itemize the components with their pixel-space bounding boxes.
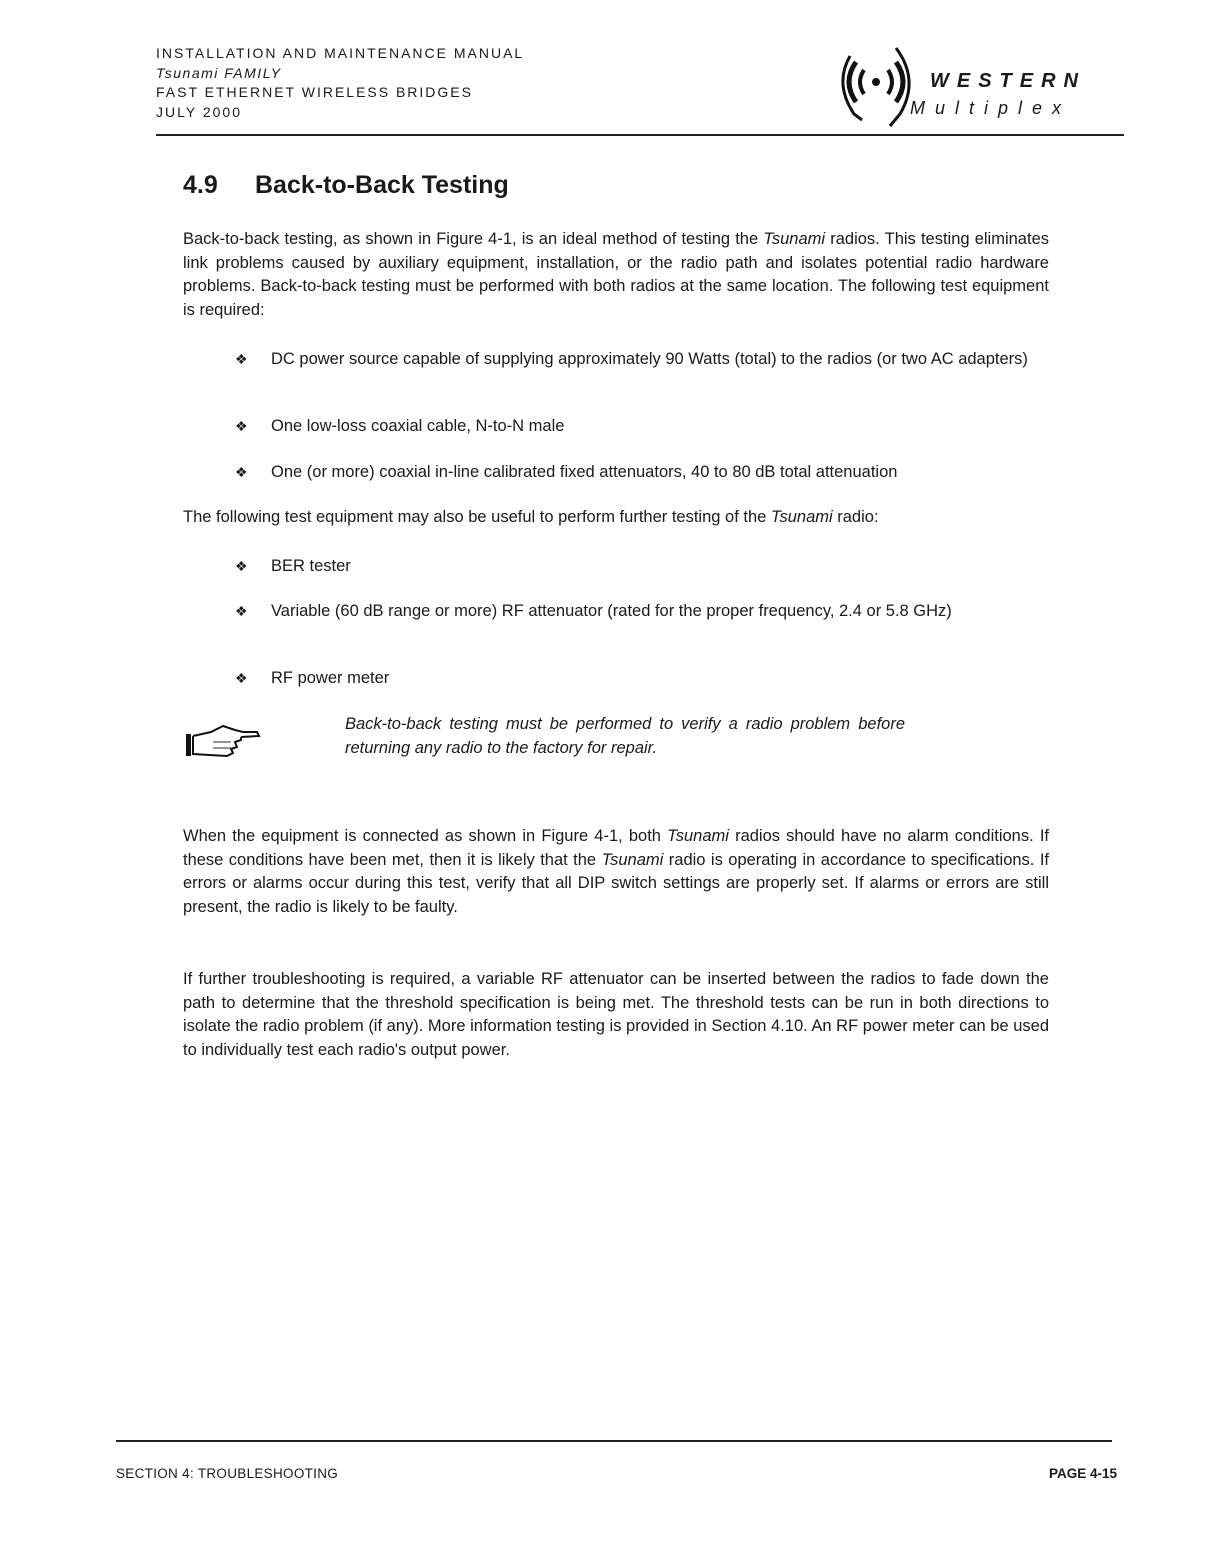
optional-intro-text-1: The following test equipment may also be useful to perform further testing of the: [183, 508, 771, 526]
results-text-2: radios should have no alarm conditions. If these conditions have been met, then it is likely that the: [183, 827, 1050, 869]
troubleshooting-text: If further troubleshooting is required, a variable RF attenuator can be inserted between the radios to fade down the path to determine that the threshold specification is being met. The threshold tests can be run in both directions to isolate the radio problem (if any). More information testing is provided in Section 4.10. An RF power meter can be used to individually test each radio's output power.: [183, 970, 1049, 1059]
section-heading: [183, 171, 509, 200]
intro-text-1: Back-to-back testing, as shown in Figure 4-1, is an ideal method of testing the: [183, 230, 764, 248]
results-product-name-2: Tsunami: [601, 850, 664, 869]
list-item-text: RF power meter: [271, 669, 390, 687]
list-item-text: Variable (60 dB range or more) RF attenuator (rated for the proper frequency, 2.4 or 5.8 GHz): [271, 602, 952, 620]
results-paragraph: [183, 825, 1049, 919]
document-header: [156, 44, 524, 122]
optional-intro-paragraph: [183, 506, 1049, 530]
bullet-diamond-icon: ❖: [235, 670, 248, 686]
results-text-3: radio is operating in accordance to specifications. If errors or alarms occur during this test, verify that all DIP switch settings are properly set. If alarms or errors are still present, the radio is likely to be faulty.: [183, 850, 1050, 916]
list-item: [235, 555, 1049, 579]
footer-divider: [116, 1440, 1112, 1442]
section-title: Back-to-Back Testing: [255, 171, 509, 199]
list-item-text: DC power source capable of supplying approximately 90 Watts (total) to the radios (or two AC adapters): [271, 350, 1028, 368]
list-item-text: One low-loss coaxial cable, N-to-N male: [271, 417, 565, 435]
header-product: FAST ETHERNET WIRELESS BRIDGES: [156, 84, 473, 100]
footer-page-number: PAGE 4-15: [1048, 1466, 1117, 1481]
header-manual-title: INSTALLATION AND MAINTENANCE MANUAL: [156, 45, 525, 61]
footer-section-label: SECTION 4: TROUBLESHOOTING: [116, 1466, 339, 1481]
list-item-text: One (or more) coaxial in-line calibrated fixed attenuators, 40 to 80 dB total attenuation: [271, 463, 898, 481]
list-item: [235, 415, 1049, 439]
bullet-diamond-icon: ❖: [235, 351, 248, 367]
radio-wave-logo-icon: [840, 44, 920, 128]
header-date: JULY 2000: [156, 103, 242, 120]
bullet-diamond-icon: ❖: [235, 464, 248, 480]
bullet-diamond-icon: ❖: [235, 558, 248, 574]
header-divider: [156, 134, 1124, 136]
list-item: [235, 348, 1049, 372]
bullet-diamond-icon: ❖: [235, 418, 248, 434]
list-item: [235, 600, 1049, 624]
list-item: [235, 667, 1049, 691]
header-family: Tsunami FAMILY: [156, 64, 282, 81]
bullet-diamond-icon: ❖: [235, 603, 248, 619]
results-product-name-1: Tsunami: [667, 827, 729, 845]
intro-paragraph: [183, 228, 1049, 322]
logo-multiplex-text: Multiplex: [910, 98, 1072, 118]
intro-text-2: radios. This testing eliminates link problems caused by auxiliary equipment, installation, or the radio path and isolates potential radio hardware problems. Back-to-back testing must be performed with both radios at the same location. The following test equipment is required:: [183, 230, 1049, 319]
results-text-1: When the equipment is connected as shown in Figure 4-1, both: [183, 827, 668, 845]
western-multiplex-logo: [840, 44, 1120, 128]
optional-intro-product-name: Tsunami: [770, 508, 833, 526]
pointing-hand-icon: [183, 720, 263, 762]
section-number: 4.9: [183, 171, 218, 199]
note-text: Back-to-back testing must be performed to verify a radio problem before returning any radio to the factory for repair.: [345, 715, 905, 757]
list-item: [235, 461, 1049, 485]
logo-western-text: WESTERN: [930, 70, 1086, 92]
troubleshooting-paragraph: [183, 968, 1049, 1062]
list-item-text: BER tester: [271, 557, 351, 575]
intro-product-name: Tsunami: [763, 230, 826, 248]
optional-intro-text-2: radio:: [832, 508, 879, 526]
